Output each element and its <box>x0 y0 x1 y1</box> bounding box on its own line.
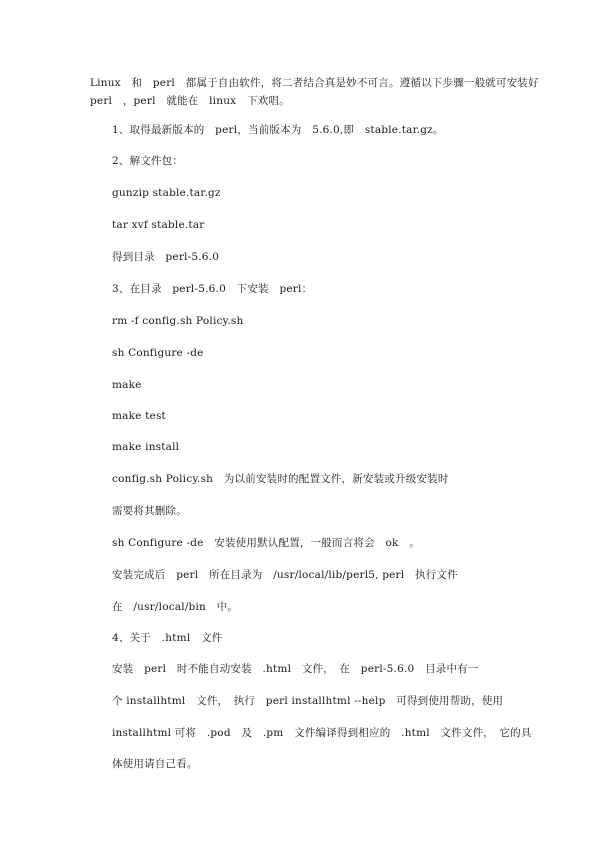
command-line: tar xvf stable.tar <box>112 219 205 231</box>
text-line: 需要将其删除。 <box>112 505 187 517</box>
text-line: 安装 perl 时不能自动安装 .html 文件， 在 perl-5.6.0 目录中有一 <box>112 663 479 675</box>
command-line: sh Configure -de <box>112 347 204 359</box>
text-line: 体使用请自己看。 <box>112 758 198 770</box>
intro-line-2: perl ，perl 就能在 linux 下欢唱。 <box>90 95 290 107</box>
text-line: sh Configure -de 安装使用默认配置，一般而言将会 ok 。 <box>112 537 420 549</box>
text-line: installhtml 可将 .pod 及 .pm 文件编译得到相应的 .html 文件文件， 它的具 <box>112 727 532 739</box>
step-1-heading: 1、取得最新版本的 perl，当前版本为 5.6.0,即 stable.tar.gz。 <box>112 124 444 136</box>
step-2-heading: 2、解文件包： <box>112 155 184 167</box>
step-3-heading: 3、在目录 perl-5.6.0 下安装 perl： <box>112 283 313 295</box>
command-line: make install <box>112 441 180 453</box>
command-line: make <box>112 379 142 391</box>
intro-line-1: Linux 和 perl 都属于自由软件，将二者结合真是妙不可言。遵循以下步骤一般就可安装好 <box>90 77 539 89</box>
command-line: rm -f config.sh Policy.sh <box>112 315 244 327</box>
text-line: 得到目录 perl-5.6.0 <box>112 251 220 263</box>
text-line: 在 /usr/local/bin 中。 <box>112 601 239 613</box>
command-line: make test <box>112 410 166 422</box>
text-line: 安装完成后 perl 所在目录为 /usr/local/lib/perl5, perl 执行文件 <box>112 569 458 581</box>
text-line: 个 installhtml 文件， 执行 perl installhtml --help 可得到使用帮助，使用 <box>112 695 504 707</box>
command-line: gunzip stable.tar.gz <box>112 187 221 199</box>
text-line: config.sh Policy.sh 为以前安装时的配置文件，新安装或升级安装时 <box>112 473 449 485</box>
step-4-heading: 4、关于 .html 文件 <box>112 632 223 644</box>
